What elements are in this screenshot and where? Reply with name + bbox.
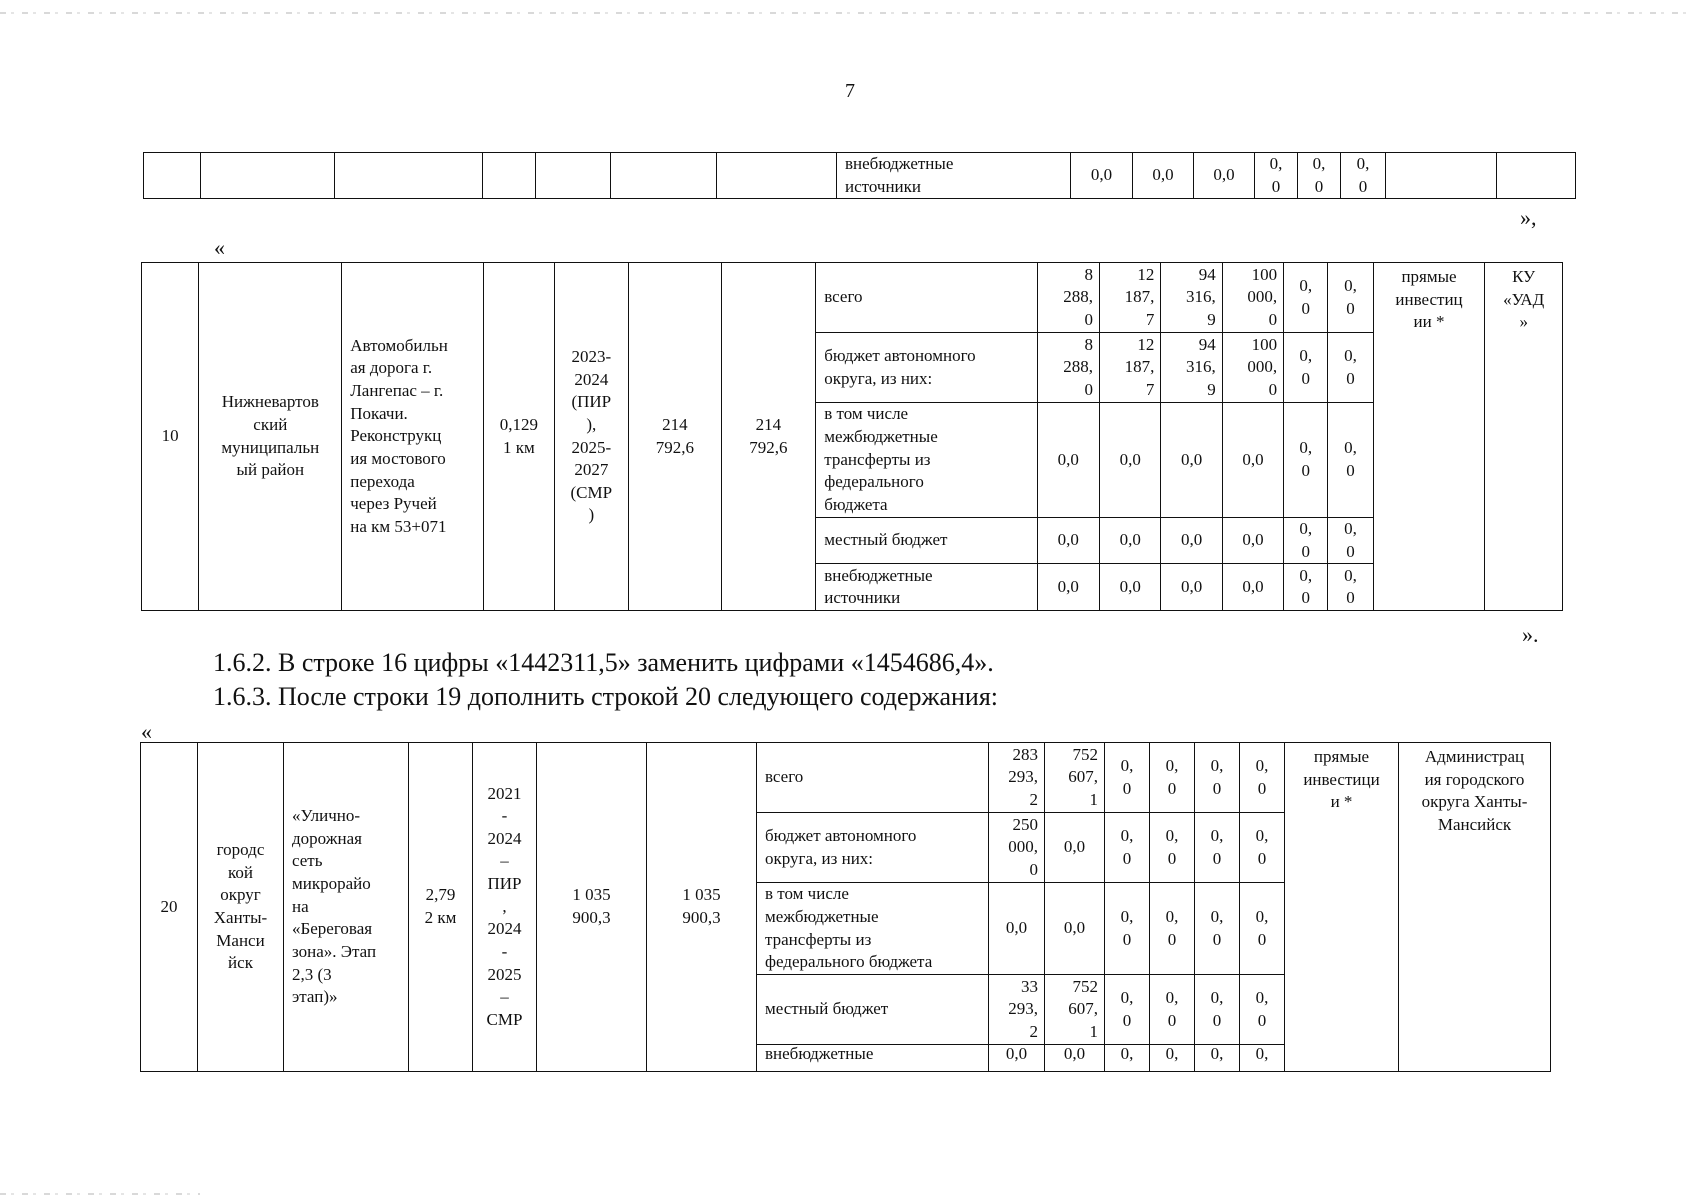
source-cell: местный бюджет: [757, 975, 989, 1045]
value-cell: 0, 0: [1284, 333, 1328, 403]
value-cell: 0,0: [1045, 883, 1105, 975]
value-cell: 0,0: [1222, 403, 1283, 518]
source-cell: местный бюджет: [816, 518, 1037, 564]
value-cell: 0, 0: [1105, 743, 1150, 813]
paragraph-1-6-2: 1.6.2. В строке 16 цифры «1442311,5» заменить цифрами «1454686,4».: [213, 648, 994, 677]
source-cell: внебюджетные источники: [816, 564, 1037, 611]
capacity-cell: 0,129 1 км: [484, 263, 554, 611]
object-name-cell: «Улично- дорожная сеть микрорайо на «Береговая зона». Этап 2,3 (3 этап)»: [284, 743, 409, 1072]
value-cell: 0, 0: [1284, 518, 1328, 564]
value-cell: 94 316, 9: [1161, 263, 1222, 333]
value-cell: 0, 0: [1105, 813, 1150, 883]
value-cell: 0, 0: [1284, 564, 1328, 611]
page-number: 7: [845, 80, 855, 102]
value-cell: 752 607, 1: [1045, 743, 1105, 813]
total-cost-cell: 1 035 900,3: [537, 743, 647, 1072]
table-row: [141, 743, 1551, 813]
total-cost-cell: 214 792,6: [629, 263, 722, 611]
source-cell: внебюджетные источники: [837, 153, 1071, 199]
value-cell: 0,0: [1037, 518, 1099, 564]
value-cell: 0,0: [1100, 403, 1161, 518]
value-cell: 0,0: [1045, 813, 1105, 883]
value-cell: 0, 0: [1328, 333, 1373, 403]
value-cell: 752 607, 1: [1045, 975, 1105, 1045]
value-cell: 100 000, 0: [1222, 333, 1283, 403]
value-cell: 12 187, 7: [1100, 263, 1161, 333]
value-cell: 0,: [1240, 1045, 1285, 1072]
value-cell: 12 187, 7: [1100, 333, 1161, 403]
value-cell: 0, 0: [1150, 743, 1195, 813]
value-cell: 0, 0: [1195, 813, 1240, 883]
value-cell: 283 293, 2: [989, 743, 1045, 813]
object-name-cell: Автомобильн ая дорога г. Лангепас – г. Покачи. Реконструкц ия мостового перехода через Ручей на км 53+071: [342, 263, 484, 611]
table-row-10: [141, 262, 1563, 611]
value-cell: 0, 0: [1150, 813, 1195, 883]
period-cell: 2021 - 2024 – ПИР , 2024 - 2025 – СМР: [473, 743, 537, 1072]
scan-artifact-top: [0, 12, 1686, 14]
value-cell: 0, 0: [1195, 883, 1240, 975]
value-cell: 0, 0: [1328, 564, 1373, 611]
value-cell: 0, 0: [1150, 975, 1195, 1045]
value-cell: 33 293, 2: [989, 975, 1045, 1045]
remaining-cost-cell: 1 035 900,3: [647, 743, 757, 1072]
mechanism-cell: прямые инвестиц ии *: [1373, 263, 1485, 611]
table-row: [142, 263, 1563, 333]
value-cell: 0, 0: [1298, 153, 1341, 199]
value-cell: 0,0: [1222, 518, 1283, 564]
municipality-cell: Нижневартов ский муниципальн ый район: [199, 263, 342, 611]
value-cell: 0, 0: [1240, 813, 1285, 883]
table-row: [144, 153, 1576, 199]
value-cell: 0,: [1150, 1045, 1195, 1072]
opening-quote: «: [141, 719, 152, 744]
source-cell: бюджет автономного округа, из них:: [757, 813, 989, 883]
capacity-cell: 2,79 2 км: [409, 743, 473, 1072]
remaining-cost-cell: 214 792,6: [721, 263, 816, 611]
value-cell: 0,0: [1133, 153, 1194, 199]
value-cell: 0,0: [1100, 518, 1161, 564]
value-cell: 0, 0: [1328, 403, 1373, 518]
customer-cell: Администрац ия городского округа Ханты- Мансийск: [1399, 743, 1551, 1072]
value-cell: 0, 0: [1195, 743, 1240, 813]
value-cell: 0,0: [1071, 153, 1133, 199]
mechanism-cell: прямые инвестици и *: [1285, 743, 1399, 1072]
value-cell: 0, 0: [1240, 975, 1285, 1045]
value-cell: 0, 0: [1240, 743, 1285, 813]
table-row-20: [140, 742, 1551, 1072]
value-cell: 0, 0: [1284, 263, 1328, 333]
source-cell: внебюджетные: [757, 1045, 989, 1072]
closing-quote-dot: ».: [1522, 622, 1539, 647]
source-cell: всего: [816, 263, 1037, 333]
value-cell: 0,0: [1161, 518, 1222, 564]
closing-quote-comma: »,: [1520, 205, 1537, 230]
value-cell: 94 316, 9: [1161, 333, 1222, 403]
value-cell: 0,0: [1037, 403, 1099, 518]
source-cell: всего: [757, 743, 989, 813]
value-cell: 8 288, 0: [1037, 263, 1099, 333]
value-cell: 0,0: [1045, 1045, 1105, 1072]
source-cell: в том числе межбюджетные трансферты из федерального бюджета: [757, 883, 989, 975]
value-cell: 0, 0: [1105, 883, 1150, 975]
value-cell: 0,0: [1037, 564, 1099, 611]
scan-artifact-bottom: [0, 1193, 200, 1195]
value-cell: 0, 0: [1150, 883, 1195, 975]
value-cell: 0,: [1195, 1045, 1240, 1072]
value-cell: 0,0: [1222, 564, 1283, 611]
value-cell: 0, 0: [1328, 263, 1373, 333]
period-cell: 2023- 2024 (ПИР ), 2025- 2027 (СМР ): [554, 263, 628, 611]
value-cell: 0, 0: [1328, 518, 1373, 564]
row-number: 10: [142, 263, 199, 611]
value-cell: 0, 0: [1240, 883, 1285, 975]
row-number: 20: [141, 743, 198, 1072]
paragraph-1-6-3: 1.6.3. После строки 19 дополнить строкой 20 следующего содержания:: [213, 682, 999, 711]
value-cell: 0,0: [989, 883, 1045, 975]
value-cell: 0, 0: [1255, 153, 1298, 199]
value-cell: 0,0: [1161, 403, 1222, 518]
opening-quote: «: [214, 235, 225, 260]
value-cell: 0, 0: [1284, 403, 1328, 518]
customer-cell: КУ «УАД »: [1485, 263, 1563, 611]
value-cell: 250 000, 0: [989, 813, 1045, 883]
value-cell: 0,: [1105, 1045, 1150, 1072]
value-cell: 0, 0: [1105, 975, 1150, 1045]
table-continuation: [143, 152, 1576, 199]
source-cell: бюджет автономного округа, из них:: [816, 333, 1037, 403]
value-cell: 0, 0: [1341, 153, 1386, 199]
value-cell: 0,0: [1100, 564, 1161, 611]
value-cell: 0,0: [989, 1045, 1045, 1072]
value-cell: 0,0: [1194, 153, 1255, 199]
municipality-cell: городс кой округ Ханты- Манси йск: [198, 743, 284, 1072]
value-cell: 0, 0: [1195, 975, 1240, 1045]
value-cell: 0,0: [1161, 564, 1222, 611]
value-cell: 100 000, 0: [1222, 263, 1283, 333]
source-cell: в том числе межбюджетные трансферты из федерального бюджета: [816, 403, 1037, 518]
value-cell: 8 288, 0: [1037, 333, 1099, 403]
